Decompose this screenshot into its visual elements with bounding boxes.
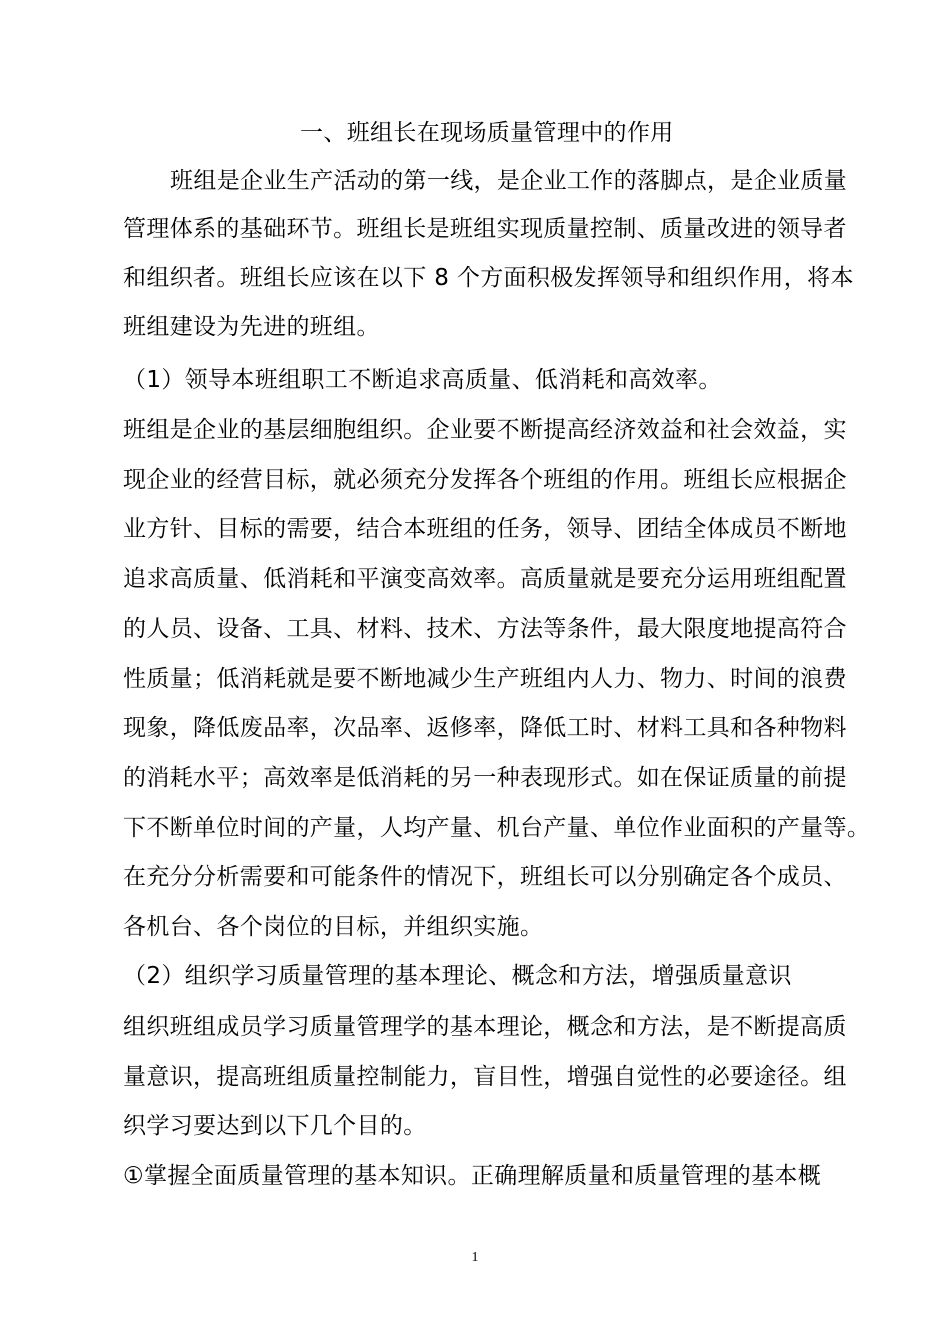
paragraph-line: 追求高质量、低消耗和平演变高效率。高质量就是要充分运用班组配置 bbox=[123, 566, 847, 592]
paragraph-line: 班组建设为先进的班组。 bbox=[123, 314, 380, 340]
paragraph-line: 班组是企业的基层细胞组织。企业要不断提高经济效益和社会效益，实 bbox=[123, 417, 847, 443]
paragraph-line: 下不断单位时间的产量，人均产量、机台产量、单位作业面积的产量等。 bbox=[123, 815, 871, 841]
paragraph-line: 组织班组成员学习质量管理学的基本理论，概念和方法，是不断提高质 bbox=[123, 1014, 847, 1040]
paragraph-line: 的消耗水平；高效率是低消耗的另一种表现形式。如在保证质量的前提 bbox=[123, 765, 847, 791]
paragraph-line: ①掌握全面质量管理的基本知识。正确理解质量和质量管理的基本概 bbox=[123, 1163, 822, 1189]
paragraph-line: 性质量；低消耗就是要不断地减少生产班组内人力、物力、时间的浪费 bbox=[123, 666, 847, 692]
paragraph-line: 在充分分析需要和可能条件的情况下，班组长可以分别确定各个成员、 bbox=[123, 864, 847, 890]
subheading-1: （1）领导本班组职工不断追求高质量、低消耗和高效率。 bbox=[123, 367, 722, 393]
subheading-2: （2）组织学习质量管理的基本理论、概念和方法，增强质量意识 bbox=[123, 963, 792, 989]
paragraph-line: 织学习要达到以下几个目的。 bbox=[123, 1113, 427, 1139]
paragraph-line: 现企业的经营目标，就必须充分发挥各个班组的作用。班组长应根据企 bbox=[123, 467, 847, 493]
paragraph-line: 各机台、各个岗位的目标，并组织实施。 bbox=[123, 914, 544, 940]
section-title: 一、班组长在现场质量管理中的作用 bbox=[300, 120, 674, 146]
paragraph-line: 的人员、设备、工具、材料、技术、方法等条件，最大限度地提高符合 bbox=[123, 616, 847, 642]
paragraph-line: 班组是企业生产活动的第一线，是企业工作的落脚点，是企业质量 bbox=[170, 168, 848, 194]
paragraph-line: 管理体系的基础环节。班组长是班组实现质量控制、质量改进的领导者 bbox=[123, 216, 847, 242]
paragraph-line: 量意识，提高班组质量控制能力，盲目性，增强自觉性的必要途径。组 bbox=[123, 1064, 847, 1090]
paragraph-line: 现象，降低废品率，次品率、返修率，降低工时、材料工具和各种物料 bbox=[123, 715, 847, 741]
paragraph-line: 和组织者。班组长应该在以下 8 个方面积极发挥领导和组织作用，将本 bbox=[123, 265, 854, 291]
page-number: 1 bbox=[471, 1250, 479, 1265]
paragraph-line: 业方针、目标的需要，结合本班组的任务，领导、团结全体成员不断地 bbox=[123, 516, 847, 542]
